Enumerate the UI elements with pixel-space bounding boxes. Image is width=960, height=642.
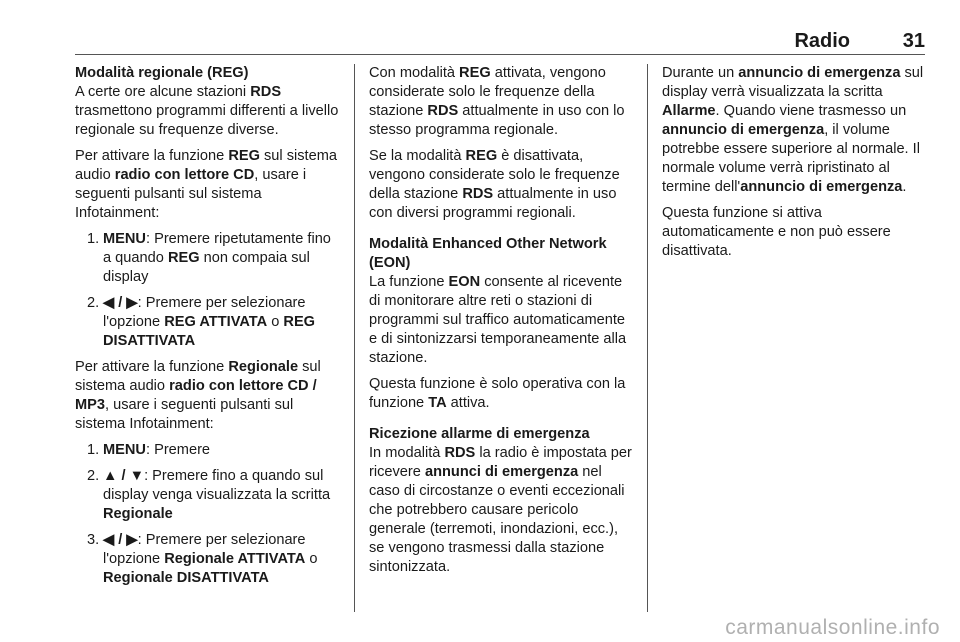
paragraph: La funzione EON consente al ricevente di monitorare altre reti o stazioni di programmi sul traffico automaticamente e di sintonizzarsi temporaneamente alla stazione. xyxy=(369,274,627,366)
paragraph: Se la modalità REG è disattivata, vengono considerate solo le frequenze della stazione RDS attualmente in uso con diversi programmi regionali. xyxy=(369,148,620,221)
column-divider xyxy=(354,64,355,612)
paragraph: In modalità RDS la radio è impostata per ricevere annunci di emergenza nel caso di circostanze o eventi eccezionali che potrebbero causare pericolo generale (terremoti, inondazioni, ecc.), se vengono trasmessi dalla stazione sintonizzata. xyxy=(369,445,632,575)
paragraph: Con modalità REG attivata, vengono considerate solo le frequenze della stazione RDS attualmente in uso con lo stesso programma regionale. xyxy=(369,65,625,138)
paragraph: A certe ore alcune stazioni RDS trasmettono programmi differenti a livello regionale su frequenze diverse. xyxy=(75,84,339,138)
heading-reg-mode: Modalità regionale (REG) xyxy=(75,65,249,81)
paragraph: Questa funzione è solo operativa con la funzione TA attiva. xyxy=(369,376,626,411)
heading-eon-mode: Modalità Enhanced Other Network (EON) xyxy=(369,236,607,271)
watermark: carmanualsonline.info xyxy=(725,616,940,639)
section-title: Radio xyxy=(794,30,850,52)
list-item: 2. ▲ / ▼: Premere fino a quando sul display venga visualizzata la scritta Regionale xyxy=(87,468,331,522)
header-rule xyxy=(75,54,925,55)
list-item: 2. ◀ / ▶: Premere per selezionare l'opzione REG ATTIVATA o REG DISATTIVATA xyxy=(87,295,316,349)
list-item: 1. MENU: Premere xyxy=(87,442,211,458)
paragraph: Per attivare la funzione REG sul sistema audio radio con lettore CD, usare i seguenti pulsanti sul sistema Infotainment: xyxy=(75,148,337,221)
column-divider xyxy=(647,64,648,612)
page-number: 31 xyxy=(902,30,925,52)
column-right xyxy=(662,64,927,268)
paragraph: Per attivare la funzione Regionale sul sistema audio radio con lettore CD / MP3, usare i seguenti pulsanti sul sistema Infotainment: xyxy=(75,359,321,432)
page-header xyxy=(75,30,925,52)
heading-emergency: Ricezione allarme di emergenza xyxy=(369,426,590,442)
column-middle xyxy=(369,64,634,584)
column-left xyxy=(75,64,342,595)
list-item: 1. MENU: Premere ripetutamente fino a quando REG non compaia sul display xyxy=(87,231,331,285)
paragraph: Questa funzione si attiva automaticamente e non può essere disattivata. xyxy=(662,205,891,259)
list-item: 3. ◀ / ▶: Premere per selezionare l'opzione Regionale ATTIVATA o Regionale DISATTIVATA xyxy=(87,532,318,586)
paragraph: Durante un annuncio di emergenza sul display verrà visualizzata la scritta Allarme. Quando viene trasmesso un annuncio di emergenza, il volume potrebbe essere superiore al normale. Il normale volume verrà ripristinato al termine dell'annuncio di emergenza. xyxy=(662,65,924,195)
